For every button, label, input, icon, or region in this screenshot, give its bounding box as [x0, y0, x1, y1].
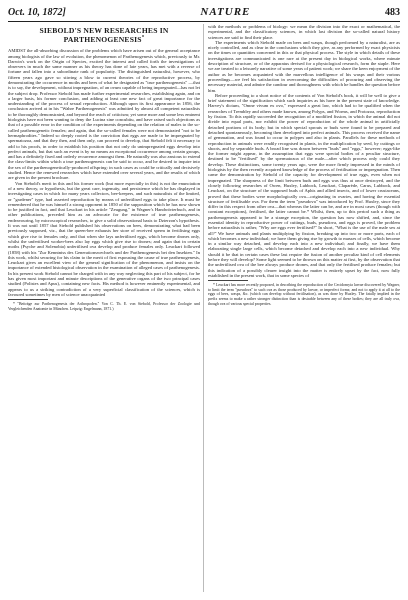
left-column	[8, 24, 200, 594]
article-title-text: SIEBOLD'S NEW RESEARCHES IN PARTHENOGENESIS	[39, 26, 169, 45]
right-footnote-rule	[208, 280, 248, 281]
right-paragraph-1: with the methods or problems of biology: we mean the division into the exact or mathematical, the experimental, and the classificatory sciences, in which last division the so-called natural history sciences are said to find their place.	[208, 24, 400, 40]
page-header	[8, 6, 400, 20]
right-footnote: * Leuckart has more recently proposed, in describing the reproduction of the Cecidomyia larvae discovered by Wagner, to limit the term "pseudova" to such ova as those produced by larvae, or imperfect forms; and not to apply it at all to the eggs of bees, wasps, &c. (which can develop without fertilisation), as was done by Huxley. The fatally implied in the prefix seems to make a rather stronger distinction than is desirable between any of these bodies; they are all truly ova, though ova of various special properties.	[208, 283, 400, 306]
right-column	[208, 24, 400, 594]
left-footnote: * "Beiträge zur Parthenogenesis der Arthropoden." Von C. Th. E. von Siebold, Professor der Zoologie und Vergleichenden Anatomie in München. Leipzig: Engelmann, 1871.)	[8, 302, 200, 311]
journal-title: NATURE	[200, 6, 251, 18]
column-divider	[203, 24, 204, 592]
left-footnote-rule	[8, 299, 48, 300]
header-rule	[8, 21, 400, 22]
right-paragraph-2: The experiments which Siebold made on bees and wasps, though performed by a naturalist, are as nicely controlled, and as clear in the conclusions which they give, as any performed by exact physicists on the times or quantities concerned in this or that physical process. The style in which details of these investigations are communicated is one rare at the present day in biological works, where minute description of structure, or of the apparatus devised for a physiological research, form the staple. Here we are treated to a leisurely narrative of some years of patient work; we share the keen enjoyment of the author as he becomes acquainted with the marvellous intelligence of his wasps and their various proceedings—we feel his satisfaction in overcoming the difficulties of procuring and observing the necessary material, and admire the candour and thoroughness with which he handles the question before him.	[208, 39, 400, 93]
left-paragraph-2: Von Siebold's merit in this and his former work (but more especially in this) is not the enunciation of a new theory, or hypothesis, but the great care, ingenuity, and persistence which he has displayed in investigating cases in which for many years collectors, bee-keepers, and such naturalists of the limited, or "gardener" type, had asserted reproduction by means of unfertilised eggs to take place. It must be remembered that he was himself a strong opponent in 1850 of the supposition which he has now shown to be justified in fact, and that Leuckart in his article "Zeugung," in Wagner's Handwörterbuch, and in other publications, preceded him as an advocate for the existence of true parthenogenesis, endeavouring, by microscopical researches, to give a solid observational basis to Dzierzon's hypothesis. It was not until 1857 that Siebold published his observations on bees, demonstrating what had been previously supposed, viz., that the queen-bee exhausts her store of received sperm in fertilising eggs which give rise to females only, and that when she lays unfertilised eggs, which become drones only, whilst the unfertilised worker-bees also lay eggs which give rise to drones; and again that in certain moths (Psyche and Solenobia) unfertilised ova develop and produce females only. Leuckart followed (1858) with his "Zur Kenntniss des Generationswechsels und der Parthenogenesis bei den Insekten." In this work, whilst securing for his claim to the merit of first espousing the cause of true parthenogenesis, Leuckart gives an excellent view of the general signification of the phenomenon, and insists on the importance of extended histological observation in the examination of alleged cases of parthenogenesis. In his present work Siebold cannot be charged with in any way neglecting this part of his subject, for he has given most important and minute descriptions of the generative organs of the two principal cases studied (Polistes and Apus), containing new facts. His method is however eminently experimental, and appears to us a striking contradiction of a very superficial classification of the sciences, which is favoured sometimes by men of science unacquainted	[8, 180, 200, 297]
right-paragraph-3: Before proceeding to a short notice of the contents of Von Siebold's book, it will be well to give a brief statement of the signification which such inquiries as his have in the present state of knowledge. Harvey's dictum, "Omne vivum ex ovo," expressed a great law, which had to be qualified when the researches of Trembley and others made known, among Polyps, and Worms, and Protozoa, reproduction by fission. To this rapidly succeeded the recognition of a modified fission, in which the animal did not divide into equal parts, nor exhibit the power of reproduction of the whole animal in artificially detached portions of its body; but in which special sprouts or buds were found to be prepared and detached spontaneously, becoming then developed into perfect animals. This process received the name of gemmation, and was found to occur in polypes and also in plants. Parallels for these methods of reproduction in animals were readily recognised in plants, in the multiplication by seed, by cuttings or shoots, and by separable buds. A broad line was drawn between "buds" and "eggs," however; eggs-like the former might appear, in the assumption that eggs were special bodies of a peculiar structure, destined to be "fertilised" by the spermatozoa of the male—after which process only could they develop. These distinctions, some twenty years ago, were the more firmly impressed in the minds of biologists by the then recently acquired knowledge of the process of fertilisation or impregnation. Then came the demonstration by Siebold of the capacity for development of true eggs, even when not impregnated. The sharpness of the limit between buds and eggs was thus at once destroyed, and the closely following researches of Owen, Huxley, Lubbock, Leuckart, Claparède, Carus, Lubbock, and Leuckart, on the structure of the supposed buds of Aphis and allied insects, and of lower crustaceans, proved that these bodies were morphologically ova—originating in ovaries, and having the essential structure of fertilisable ova. For them the term "pseudova" was introduced by Prof. Huxley, since they differ in this respect from other ova—that whereas the latter can be, and are in most cases (though with constant exceptions), fertilised, the latter cannot be.* Whilst, then, up to this period such a thing as parthenogenesis appeared to be a strange exception, the question has now shifted, and, since the essential identity in reproductive power of cuttings, buds, pseudova, and eggs is proved, the problem before naturalists is rather, "Why are eggs ever fertilised?" In short, "What is the use of the male sex at all?" We have animals and plants multiplying by fission, breaking up into two or more parts, each of which becomes a new individual; we have them giving rise by growth to masses of cells, which become in a similar way detached, and develop each into a new individual; and finally, we have them elaborating single large cells, which become detached and develop each into a new individual. Why should it be that in certain cases these last require the fusion of another peculiar kind of cell elements before they will develop? Some light seemed to be thrown on this matter at first, by the observation that the unfertilised ova of the bee always produce drones, and that only the fertilised produce females; but this indication of a possibly clearer insight into the matter is entirely upset by the fact, now fully established in the present work, that in some species of	[208, 92, 400, 278]
article-title	[8, 26, 200, 44]
page-number: 483	[384, 7, 400, 18]
issue-date: Oct. 10, 1872]	[8, 7, 66, 18]
title-footnote-mark: *	[141, 35, 145, 41]
left-paragraph-1: AMIDST the all-absorbing discussion of the problems which have arisen out of the general acceptance among biologists of the law of evolution, the phenomenon of Parthenogenesis which, previously to Mr. Darwin's work on the Origin of Species, excited the interest and called forth the investigations of observers in much the same manner as his theory has done of late years, has met with a reverse of fortune and fallen into a subordinate rank of popularity. The distinguished naturalist, however, who fifteen years ago gave so stirring a blow to current theories of the reproductive process, by demonstrating the occurrence in moths and bees of what he designated as "true parthenogenesis" —that is to say, the development, without impregnation, of an ovum capable of being impregnated—has not let the subject drop. Professor Siebold has made further experimental researches, establishing again, and on a larger basis, his former conclusion, and adding at least one new fact of great importance for the understanding of the process of sexual reproduction. Although upon its first appearance in 1856, the conclusion arrived at in his "Wahre Parthenogenesis" was admitted by almost all competent naturalists to be thoroughly demonstrated, and beyond the reach of criticism; yet some more and some less eminent biologists have not been wanting to deny the Lucina sine concubitu, and have raised such objections as that of a possible error in the condition of the experiments depending on the relation of males to the so-called parthenogenetic females; and again, that the so-called females were not demonstrated "not to be hermaphrodites." Indeed so deeply rooted is the conviction that eggs are made to be impregnated by spermatozoa, and that they then, and then only, can proceed to develop, that Siebold felt it necessary to add to his proofs, in order to establish his position that not only do unimpregnated eggs develop into perfect animals, but that such an event is by no means an exceptional occurrence among certain groups, and has a definitely fixed and orderly recurrence amongst them. He naturally was also anxious to extend the class-limits within which a true parthenogenesis can be said to occur, and he desired to inquire into the sex of the parthenogenetically-produced offspring: in such cases as could be critically and decisively studied. Hence the renewed researches which have extended over several years, and the results of which are given in the present brochure.	[8, 48, 200, 181]
